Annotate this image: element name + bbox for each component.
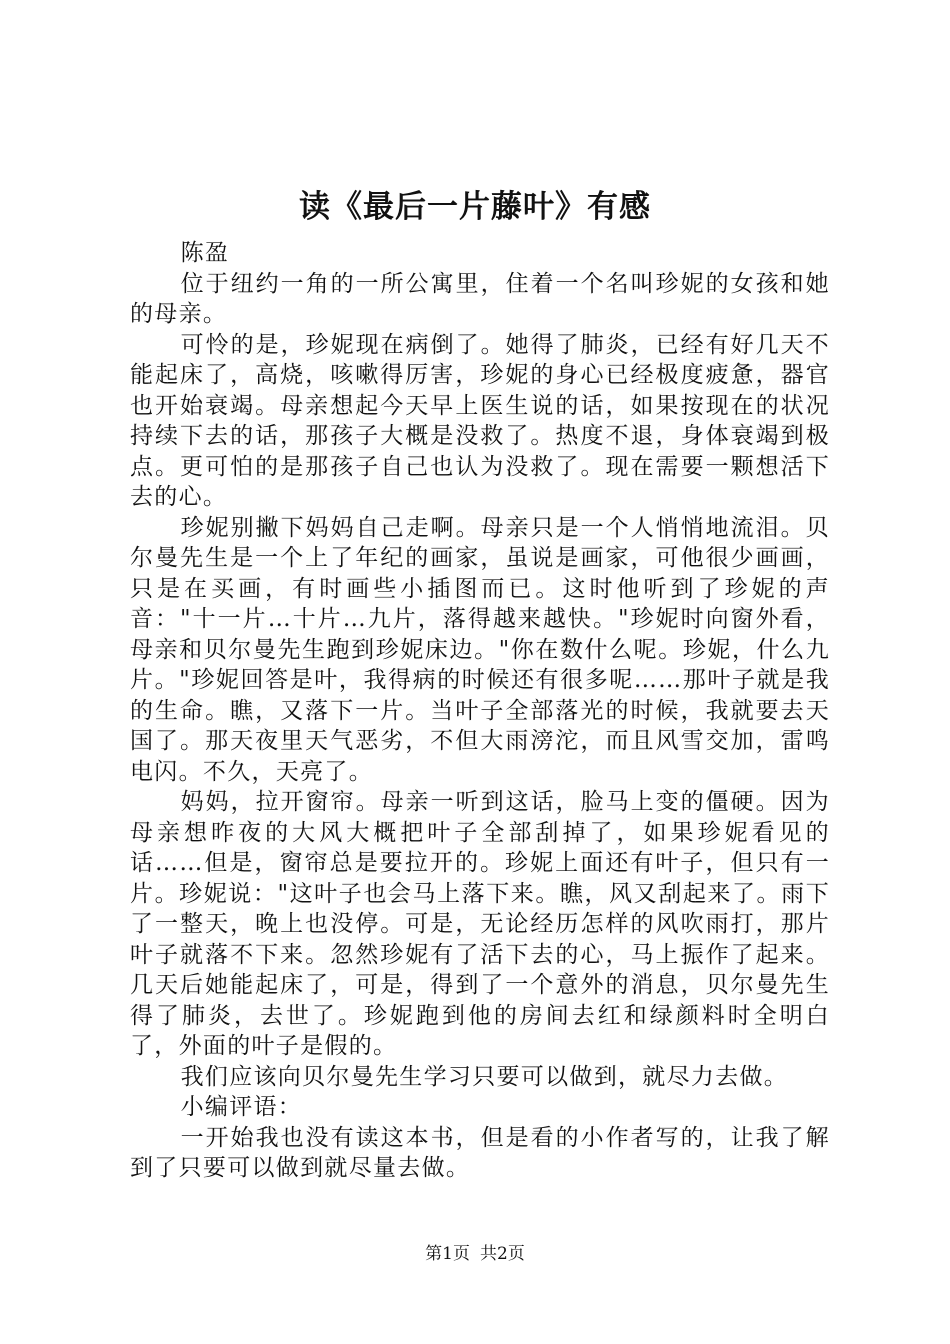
paragraph-4: 妈妈，拉开窗帘。母亲一听到这话，脸马上变的僵硬。因为母亲想昨夜的大风大概把叶子全部刮掉了，如果珍妮看见的话……但是，窗帘总是要拉开的。珍妮上面还有叶子，但只有一片。珍妮说："这叶子也会马上落下来。瞧，风又刮起来了。雨下了一整天，晚上也没停。可是，无论经历怎样的风吹雨打，那片叶子就落不下来。忽然珍妮有了活下去的心，马上振作了起来。几天后她能起床了，可是，得到了一个意外的消息，贝尔曼先生得了肺炎，去世了。珍妮跑到他的房间去红和绿颜料时全明白了，外面的叶子是假的。 [130,789,830,1059]
page-number: 第1页 [425,1244,470,1264]
page-total: 共2页 [480,1244,525,1264]
paragraph-1: 位于纽约一角的一所公寓里，住着一个名叫珍妮的女孩和她的母亲。 [130,270,830,327]
document-title: 读《最后一片藤叶》有感 [299,189,651,225]
editor-comment: 一开始我也没有读这本书，但是看的小作者写的，让我了解到了只要可以做到就尽量去做。 [130,1124,830,1181]
paragraph-5: 我们应该向贝尔曼先生学习只要可以做到，就尽力去做。 [180,1063,789,1090]
paragraph-3: 珍妮别撇下妈妈自己走啊。母亲只是一个人悄悄地流泪。贝尔曼先生是一个上了年纪的画家，虽说是画家，可他很少画画，只是在买画，有时画些小插图而已。这时他听到了珍妮的声音："十一片…十片…九片，落得越来越快。"珍妮时向窗外看，母亲和贝尔曼先生跑到珍妮床边。"你在数什么呢。珍妮，什么九片。"珍妮回答是叶，我得病的时候还有很多呢……那叶子就是我的生命。瞧，又落下一片。当叶子全部落光的时候，我就要去天国了。那天夜里天气恶劣，不但大雨滂沱，而且风雪交加，雷鸣电闪。不久，天亮了。 [130,514,830,785]
document-body [130,238,830,1184]
editor-comment-label: 小编评语： [180,1094,303,1120]
page-footer [0,1242,950,1266]
paragraph-2: 可怜的是，珍妮现在病倒了。她得了肺炎，已经有好几天不能起床了，高烧，咳嗽得厉害，珍妮的身心已经极度疲惫，器官也开始衰竭。母亲想起今天早上医生说的话，如果按现在的状况持续下去的话，那孩子大概是没救了。热度不退，身体衰竭到极点。更可怕的是那孩子自己也认为没救了。现在需要一颗想活下去的心。 [130,331,830,510]
author-line: 陈盈 [180,240,230,266]
